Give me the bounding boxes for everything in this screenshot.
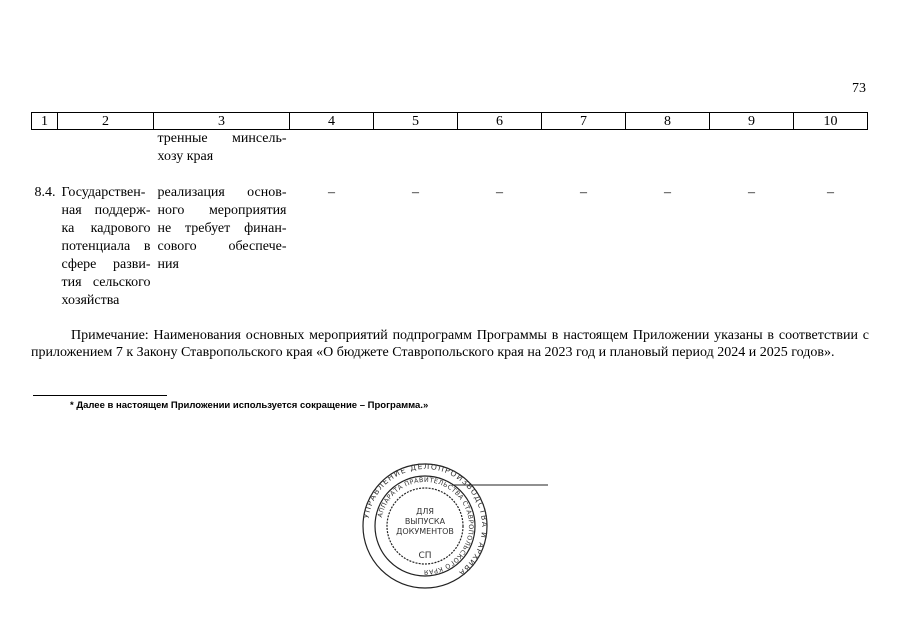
row-value-cell: – [580,185,587,200]
stamp-code: СП [418,551,432,561]
row-name-line: сфере разви- [61,257,151,272]
stamp-outer-text: УПРАВЛЕНИЕ ДЕЛОПРОИЗВОДСТВА И АРХИВА [361,461,490,579]
column-header: 2 [58,113,154,130]
row-name-line: хозяйства [61,293,120,308]
continuation-line: хозу края [157,149,214,164]
continuation-text-cell [154,130,290,167]
continuation-line: тренные минсель- [157,131,287,146]
note-paragraph: Примечание: Наименования основных мероприятий подпрограмм Программы в настоящем Приложении указаны в соответствии с приложением 7 к Закону Ставропольского края «О бюджете Ставропольского края на 2023 год и плановый период 2024 и 2025 годов». [31,328,869,360]
row-name-cell [58,184,154,310]
row-value-cell: – [412,185,419,200]
row-name-line: Государствен- [61,185,146,200]
column-header: 7 [542,113,626,130]
table-header-row [32,113,868,130]
stamp-center-line: ВЫПУСКА [404,517,446,526]
row-description-cell [154,184,290,310]
table-row-continuation [32,130,868,167]
row-value-cell: – [328,185,335,200]
column-header: 6 [458,113,542,130]
stamp-inner-text: АППАРАТА ПРАВИТЕЛЬСТВА СТАВРОПОЛЬСКОГО КРАЯ [375,475,476,577]
row-description-line: реализация основ- [157,185,287,200]
program-table [31,112,868,310]
footnote: * Далее в настоящем Приложении используется сокращение – Программа.» [70,400,429,411]
row-value-cell: – [664,185,671,200]
page-number: 73 [852,81,866,96]
column-header: 1 [32,113,58,130]
row-name-line: потенциала в [61,239,151,254]
table-row [32,184,868,310]
stamp-center-line: ДЛЯ [416,507,434,516]
row-value-cell: – [748,185,755,200]
official-stamp [340,458,560,598]
column-header: 3 [154,113,290,130]
row-description-line: ного мероприятия [157,203,287,218]
column-header: 10 [794,113,868,130]
row-name-line: тия сельского [61,275,151,290]
footnote-divider [33,395,167,396]
row-number: 8.4. [34,185,56,200]
row-name-line: ная поддерж- [61,203,151,218]
column-header: 4 [290,113,374,130]
column-header: 8 [626,113,710,130]
row-description-line: сового обеспече- [157,239,287,254]
row-description-line: ния [157,257,179,272]
column-header: 9 [710,113,794,130]
row-value-cell: – [496,185,503,200]
row-value-cell: – [827,185,834,200]
row-description-line: не требует финан- [157,221,287,236]
row-name-line: ка кадрового [61,221,151,236]
stamp-center-line: ДОКУМЕНТОВ [396,527,454,536]
column-header: 5 [374,113,458,130]
